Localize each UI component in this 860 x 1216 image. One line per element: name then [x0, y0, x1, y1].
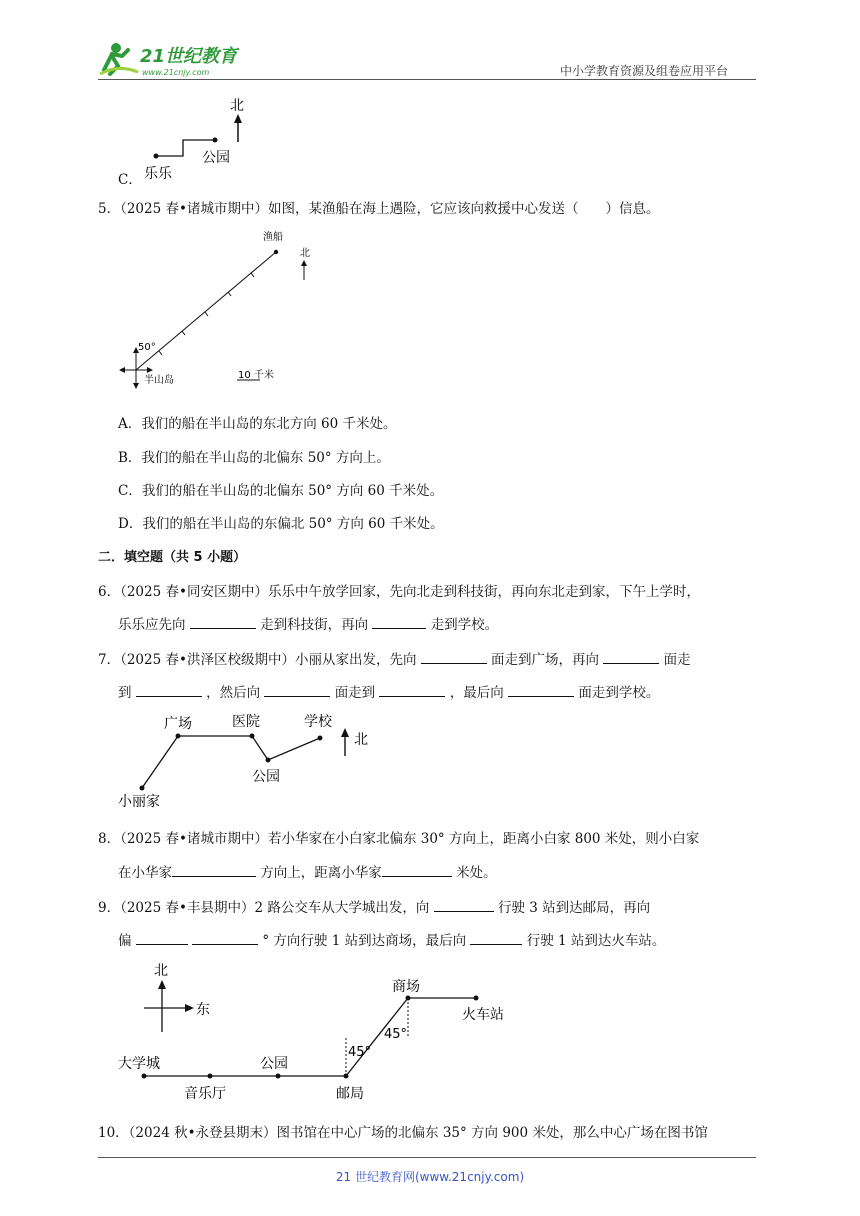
park-dot	[213, 138, 218, 143]
q9-text-d: ° 方向行驶 1 站到达商场，最后向	[262, 933, 467, 949]
q9-figure	[112, 958, 522, 1104]
q9-text-b: 行驶 3 站到达邮局，再向	[497, 900, 651, 916]
q8-line2	[118, 861, 497, 881]
q7-text-g: ，最后向	[449, 685, 504, 701]
boat-dot	[274, 250, 278, 254]
q7-blank-6[interactable]	[508, 682, 574, 697]
q7-square-label: 广场	[164, 716, 192, 732]
q5-island-label: 半山岛	[144, 375, 174, 386]
q5-boat-label: 渔船	[263, 232, 283, 243]
q8-text-b: 方向上，距离小华家	[260, 865, 382, 881]
q8-text-c: 米处。	[456, 865, 497, 881]
q7-figure	[112, 708, 374, 812]
q7-text-c: 面走	[663, 652, 691, 668]
q9-station-label: 火车站	[462, 1007, 504, 1023]
q4-option-c-label: C．	[118, 172, 142, 188]
q4c-park-label: 公园	[202, 150, 230, 166]
q7-hospital-label: 医院	[232, 714, 260, 730]
q7-blank-1[interactable]	[421, 649, 487, 664]
q6-line1: 6．（2025 春•同安区期中）乐乐中午放学回家，先向北走到科技街，再向东北走到家，下午上学时，	[98, 584, 700, 600]
q9-concert-label: 音乐厅	[184, 1086, 226, 1102]
north-arrow-head	[234, 114, 242, 123]
header-platform-text: 中小学教育资源及组卷应用平台	[560, 64, 729, 78]
q6-text-b: 走到科技街，再向	[260, 617, 369, 633]
q9-park-label: 公园	[260, 1056, 288, 1072]
q6-text-c: 走到学校。	[430, 617, 499, 633]
q5-scale-label: 10 千米	[238, 370, 274, 381]
site-logo	[98, 40, 258, 80]
q5-option-b: B．我们的船在半山岛的北偏东 50° 方向上。	[118, 450, 390, 466]
q5-option-d: D．我们的船在半山岛的东偏北 50° 方向 60 千米处。	[118, 516, 444, 532]
q7-home-label: 小丽家	[118, 794, 160, 810]
q6-blank-2[interactable]	[372, 614, 426, 629]
footer-link[interactable]: 21 世纪教育网(www.21cnjy.com)	[335, 1170, 525, 1184]
q7-text-h: 面走到学校。	[578, 685, 660, 701]
q7-blank-2[interactable]	[603, 649, 659, 664]
q5-figure	[118, 226, 318, 390]
logo-url: www.21cnjy.com	[142, 68, 210, 77]
q7-park-label: 公园	[252, 769, 280, 785]
q9-angle-lower: 45°	[348, 1045, 372, 1060]
q6-line2	[118, 613, 498, 633]
q7-line1	[98, 648, 691, 668]
q9-line2	[118, 929, 665, 949]
q7-text-a: 7．（2025 春•洪泽区校级期中）小丽从家出发，先向	[98, 652, 417, 668]
q5-option-a: A．我们的船在半山岛的东北方向 60 千米处。	[118, 416, 397, 432]
q9-post-label: 邮局	[336, 1086, 364, 1102]
q9-blank-2[interactable]	[136, 930, 188, 945]
q5-angle-label: 50°	[138, 342, 156, 353]
q9-angle-upper: 45°	[384, 1027, 408, 1042]
q9-mall-label: 商场	[392, 979, 420, 995]
q7-north-label: 北	[354, 732, 368, 748]
q9-blank-4[interactable]	[470, 930, 522, 945]
q9-text-a: 9．（2025 春•丰县期中）2 路公交车从大学城出发，向	[98, 900, 430, 916]
q9-north-label: 北	[154, 963, 168, 979]
q6-blank-1[interactable]	[190, 614, 256, 629]
q7-line2	[118, 681, 659, 701]
q7-blank-4[interactable]	[264, 682, 330, 697]
q10-line1: 10．（2024 秋•永登县期末）图书馆在中心广场的北偏东 35° 方向 900 米处，那么中心广场在图书馆	[98, 1125, 708, 1141]
q7-text-f: 面走到	[334, 685, 376, 701]
q9-text-e: 行驶 1 站到达火车站。	[526, 933, 666, 949]
q8-text-a: 在小华家	[118, 865, 172, 881]
q7-text-e: ，然后向	[206, 685, 261, 701]
q5-north-label: 北	[300, 248, 310, 259]
q9-text-c: 偏	[118, 933, 132, 949]
q5-stem: 5．（2025 春•诸城市期中）如图，某渔船在海上遇险，它应该向救援中心发送（ ）信息。	[98, 201, 660, 217]
q7-school-label: 学校	[304, 714, 332, 730]
q8-blank-2[interactable]	[382, 862, 452, 877]
q7-blank-3[interactable]	[136, 682, 202, 697]
header-divider	[98, 79, 756, 80]
lele-dot	[154, 154, 159, 159]
q9-university-label: 大学城	[118, 1056, 160, 1072]
q9-blank-1[interactable]	[434, 897, 494, 912]
q7-text-d: 到	[118, 685, 132, 701]
q7-blank-5[interactable]	[379, 682, 445, 697]
footer-divider	[98, 1157, 756, 1158]
q8-line1: 8．（2025 春•诸城市期中）若小华家在小白家北偏东 30° 方向上，距离小白家 800 米处，则小白家	[98, 831, 700, 847]
section-fill-in-title: 二．填空题（共 5 小题）	[98, 550, 247, 565]
q4c-lele-label: 乐乐	[144, 166, 172, 182]
q5-option-c: C．我们的船在半山岛的北偏东 50° 方向 60 千米处。	[118, 483, 444, 499]
q4c-north-label: 北	[230, 98, 244, 114]
q9-east-label: 东	[196, 1002, 210, 1018]
q4c-figure	[140, 92, 270, 184]
q6-text-a: 乐乐应先向	[118, 617, 186, 633]
q9-line1	[98, 896, 650, 916]
q8-blank-1[interactable]	[172, 862, 256, 877]
q9-blank-3[interactable]	[192, 930, 258, 945]
q7-text-b: 面走到广场，再向	[491, 652, 600, 668]
logo-text: 21世纪教育	[140, 46, 238, 67]
